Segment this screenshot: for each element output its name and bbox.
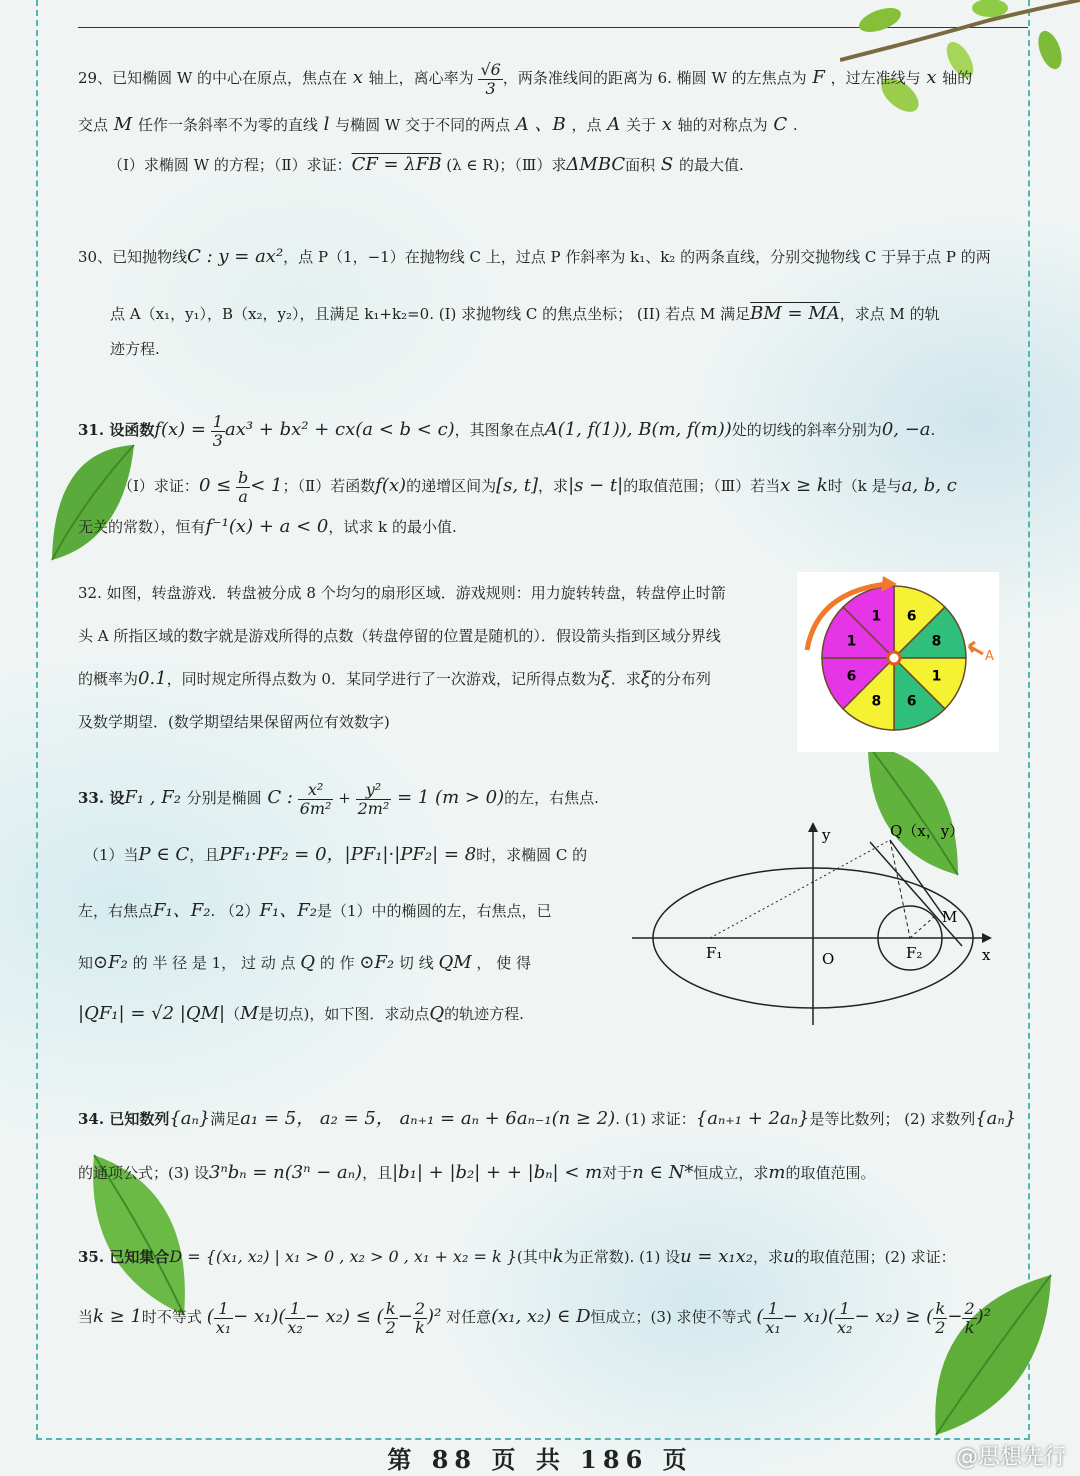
parabola-equation: C : y = ax² <box>187 246 284 267</box>
wheel-hub <box>888 652 900 664</box>
focus-f1-label: F₁ <box>706 944 723 962</box>
q31-text: ，求 <box>538 477 569 495</box>
q29-text: 交点 <box>78 116 109 134</box>
wheel-sector-label: 1 <box>931 668 942 685</box>
q30-text: ，点 P（1，−1）在抛物线 C 上，过点 P 作斜率为 k₁、k₂ 的两条直线，分别交抛物线 C 于异于点 P 的两 <box>283 248 991 266</box>
q34-text: 对于 <box>602 1164 633 1182</box>
math: [s, t] <box>496 475 539 496</box>
pointer-arrow-icon <box>969 642 983 654</box>
wheel-sector-label: 8 <box>931 633 942 650</box>
question-34 <box>78 1104 1030 1183</box>
q29-text: 与椭圆 W 交于不同的两点 <box>335 116 511 134</box>
q35-text: ，求 <box>752 1248 783 1266</box>
wheel-sector-label: 6 <box>846 668 857 685</box>
math: Q <box>300 952 316 973</box>
math: a₁ = 5， a₂ = 5， aₙ₊₁ = aₙ + 6aₙ₋₁(n ≥ 2) <box>240 1108 616 1129</box>
math: PF₁·PF₂ = 0，|PF₁|·|PF₂| = 8 <box>219 844 477 865</box>
wheel-sector-label: 6 <box>906 693 917 710</box>
origin-label: O <box>822 950 835 968</box>
wheel-sector-label: 6 <box>906 608 917 625</box>
math: k ≥ 1 <box>93 1306 142 1327</box>
q31-text: 时（k 是与 <box>827 477 902 495</box>
math: Q <box>429 1003 445 1024</box>
wheel-sector-label: 8 <box>871 693 882 710</box>
math: ξ <box>640 668 651 689</box>
question-29: 29、已知椭圆 W 的中心在原点，焦点在 x 轴上，离心率为 $\frac{√6}{3}$ ，两条准线间的距离为 6. 椭圆 W 的左焦点为 F ，过左准线与 x 轴的 交点 M 任作一条斜率不为零的直线 l 与椭圆 W 交于不同的两点 A 、B ，点 A 关于 x 轴的对称点为 C . （Ⅰ）求椭圆 W 的方程；（Ⅱ）求证：CF = λFB (λ ∈ R)；（Ⅲ）求ΔMBC面积 S 的最大值. <box>78 59 973 175</box>
q30-text: ，求点 M 的轨 <box>839 305 940 323</box>
q33-text: ，且 <box>189 846 220 864</box>
q32-text: 的概率为 <box>78 670 139 688</box>
q29-text: ，点 <box>571 116 602 134</box>
math: k <box>552 1246 564 1267</box>
math: m <box>768 1162 786 1183</box>
y-axis-label: y <box>822 826 831 844</box>
q33-text: 的 作 <box>315 954 360 972</box>
q29-text: 的最大值. <box>678 156 744 174</box>
q34-text: 是等比数列； (2) 求数列 <box>809 1110 976 1128</box>
math: {aₙ₊₁ + 2aₙ} <box>695 1108 810 1129</box>
question-32 <box>78 582 778 732</box>
q32-text: 及数学期望．(数学期望结果保留两位有效数字) <box>78 713 390 731</box>
math: 0 ≤ <box>198 475 232 496</box>
q35-text: 对任意 <box>446 1308 492 1326</box>
q33-text: （1）当 <box>84 846 139 864</box>
focus-f2-label: F₂ <box>906 944 923 962</box>
question-30 <box>78 246 1030 359</box>
q33-text: . （2） <box>210 902 260 920</box>
q31-text: 的取值范围；（Ⅲ）若当 <box>623 477 781 495</box>
secant-line <box>870 842 962 946</box>
q32-text: ．求 <box>610 670 641 688</box>
math: ξ <box>600 668 611 689</box>
q34-text: 的取值范围。 <box>785 1164 876 1182</box>
q31-text: 的递增区间为 <box>406 477 497 495</box>
math: P ∈ C <box>138 844 190 865</box>
question-31: 31. 设函数f(x) = $\frac{1}{3}$ ax³ + bx² + cx(a < b < c)，其图象在点A(1, f(1)), B(m, f(m))处的切线的斜率分别为0, −a. （Ⅰ）求证：0 ≤ $\frac{b}{a}$ < 1；（Ⅱ）若函数f(x)的递增区间为[s, t]，求|s − t|的取值范围；（Ⅲ）若当x ≥ k时（k 是与a, b, c 无关的常数），恒有f⁻¹(x) + a < 0，试求 k 的最小值. <box>78 411 957 537</box>
q33-text: 切 线 <box>394 954 439 972</box>
q29-text: ，两条准线间的距离为 6. 椭圆 W 的左焦点为 <box>502 69 807 87</box>
q33-text: 是切点)，如下图．求动点 <box>258 1005 430 1023</box>
q31-text: 31. 设函数 <box>78 421 155 439</box>
q31-text: 处的切线的斜率分别为 <box>731 421 882 439</box>
math: n ∈ N* <box>632 1162 694 1183</box>
q34-text: 的通项公式；(3) 设 <box>78 1164 210 1182</box>
q33-text: 分别是椭圆 <box>186 789 262 807</box>
question-35: 35. 已知集合D = {(x₁, x₂) | x₁ > 0 , x₂ > 0 , x₁ + x₂ = k }(其中k为正常数). (1) 设u = x₁x₂，求u的取值范围；(2) 求证： 当k ≥ 1时不等式 ( $\frac{1}{\text{x₁}}$ − x₁)( $\frac{1}{\text{x₂}}$ − x₂) ≤ ( $\frac{k}{2}$ − $\frac{2}{k}$ )² 对任意(x₁, x₂) ∈ D恒成立；(3) 求使不等式 ( $\frac{1}{\text{x₁}}$ − x₁)( $\frac{1}{\text{x₂}}$ − x₂) ≥ ( $\frac{k}{2}$ − $\frac{2}{k}$ )² <box>78 1246 991 1337</box>
q33-text: 知 <box>78 954 94 972</box>
math: a, b, c <box>901 475 957 496</box>
q35-text: 当 <box>78 1308 94 1326</box>
math: < 1 <box>250 475 283 496</box>
vector-equation: BM = MA <box>750 303 840 324</box>
q29-text: 轴的对称点为 <box>677 116 768 134</box>
math: |QF₁| = √2 |QM| <box>78 1003 226 1024</box>
math: 3ⁿbₙ = n(3ⁿ − aₙ) <box>209 1162 363 1183</box>
q31-text: ，其图象在点 <box>454 421 545 439</box>
q33-text: 33. 设 <box>78 789 125 807</box>
math: {aₙ} <box>169 1108 211 1129</box>
q34-text: ，且 <box>362 1164 393 1182</box>
q32-text: 的分布列 <box>650 670 711 688</box>
point-m-label: M <box>942 908 958 926</box>
math: x ≥ k <box>780 475 828 496</box>
q29-text: ，过左准线与 <box>830 69 921 87</box>
q33-text: 的轨迹方程. <box>444 1005 524 1023</box>
math: {aₙ} <box>975 1108 1017 1129</box>
q31-text: （Ⅰ）求证： <box>118 477 199 495</box>
math: 0.1 <box>138 668 167 689</box>
math: QM <box>438 952 472 973</box>
q34-text: 恒成立，求 <box>693 1164 769 1182</box>
math: u = x₁x₂ <box>680 1246 753 1267</box>
math: u <box>782 1246 795 1267</box>
q35-text: 时不等式 <box>141 1308 202 1326</box>
q29-text: 任作一条斜率不为零的直线 <box>137 116 318 134</box>
q32-text: 32. 如图，转盘游戏．转盘被分成 8 个均匀的扇形区域．游戏规则：用力旋转转盘，转盘停止时箭 <box>78 584 726 602</box>
q33-text: 的左，右焦点. <box>504 789 599 807</box>
q29-text: 29、已知椭圆 W 的中心在原点，焦点在 <box>78 69 348 87</box>
x-axis-label: x <box>982 946 991 964</box>
math: 0, −a <box>881 419 931 440</box>
q31-text: ；（Ⅱ）若函数 <box>282 477 376 495</box>
math: F₁、F₂ <box>259 900 317 921</box>
q29-text: 轴的 <box>942 69 973 87</box>
q33-text: （ <box>225 1005 241 1023</box>
question-33: 33. 设F₁ , F₂ 分别是椭圆 C : $\frac{\text{x²}}{\text{6m²}}$ + $\frac{\text{y²}}{\text{2m²}}$ = 1 (m > 0)的左，右焦点. （1）当P ∈ C，且PF₁·PF₂ = 0，|PF₁|·|PF₂| = 8时，求椭圆 C 的 左，右焦点F₁、F₂. （2）F₁、F₂是（1）中的椭圆的左，右焦点，已 知⊙F₂ 的 半 径 是 1， 过 动 点 Q 的 作 ⊙F₂ 切 线 QM ， 使 得 |QF₁| = √2 |QM|（M是切点)，如下图．求动点Q的轨迹方程. <box>78 779 599 1024</box>
math: f⁻¹(x) + a < 0 <box>205 516 329 537</box>
q33-text: 是（1）中的椭圆的左，右焦点，已 <box>316 902 552 920</box>
point-q-label: Q（x，y） <box>890 822 965 840</box>
qf1-segment <box>710 840 890 938</box>
math: F₁、F₂ <box>153 900 211 921</box>
spinner-wheel-figure <box>797 572 999 752</box>
math: ⊙F₂ <box>359 952 395 973</box>
q29-text: (λ ∈ R)；（Ⅲ）求 <box>446 156 567 174</box>
eccentricity-fraction: $\frac{√6}{3}$ <box>480 59 501 98</box>
watermark: @思想先行 <box>955 1445 1066 1470</box>
q29-text: （Ⅰ）求椭圆 W 的方程；（Ⅱ）求证： <box>108 156 352 174</box>
q34-text: 满足 <box>210 1110 241 1128</box>
ellipse-tangent-figure <box>630 820 1000 1030</box>
q32-text: 头 A 所指区域的数字就是游戏所得的点数（转盘停留的位置是随机的）．假设箭头指到区域分界线 <box>78 627 721 645</box>
math: M <box>240 1003 259 1024</box>
q29-text: 面积 <box>625 156 656 174</box>
q34-text: . (1) 求证： <box>615 1110 696 1128</box>
q33-text: 的 半 径 是 1， 过 动 点 <box>127 954 301 972</box>
q29-text: 关于 <box>625 116 656 134</box>
math: |s − t| <box>568 475 624 496</box>
math: (x₁, x₂) ∈ D <box>491 1306 591 1327</box>
q31-text: ，试求 k 的最小值. <box>328 518 457 536</box>
q30-text: 迹方程. <box>110 340 160 358</box>
q34-text: 34. 已知数列 <box>78 1110 170 1128</box>
wheel-sector-label: 1 <box>871 608 882 625</box>
math: ax³ + bx² + cx(a < b < c) <box>224 419 455 440</box>
q35-text: 恒成立；(3) 求使不等式 <box>590 1308 752 1326</box>
math: D = {(x₁, x₂) | x₁ > 0 , x₂ > 0 , x₁ + x₂ = k } <box>169 1247 517 1266</box>
triangle-label: ΔMBC <box>566 154 626 175</box>
math: |b₁| + |b₂| + + |bₙ| < m <box>392 1162 603 1183</box>
math: f(x) <box>375 475 407 496</box>
q32-text: ，同时规定所得点数为 0．某同学进行了一次游戏，记所得点数为 <box>166 670 601 688</box>
wheel-sector-label: 1 <box>846 633 857 650</box>
q33-text: ， 使 得 <box>471 954 531 972</box>
q30-text: 点 A（x₁，y₁），B（x₂，y₂），且满足 k₁+k₂=0. (I) 求抛物线 C 的焦点坐标； (II) 若点 M 满足 <box>110 305 751 323</box>
math: A(1, f(1)), B(m, f(m)) <box>544 419 732 440</box>
math: ⊙F₂ <box>93 952 128 973</box>
page-number-footer: 第 88 页 共 186 页 <box>387 1445 693 1474</box>
q30-text: 30、已知抛物线 <box>78 248 188 266</box>
vector-equation: CF = λFB <box>351 154 442 175</box>
q35-text: 的取值范围；(2) 求证： <box>794 1248 956 1266</box>
pointer-label: A <box>985 649 994 664</box>
q35-text: (其中 <box>516 1248 553 1266</box>
q29-text: 轴上，离心率为 <box>368 69 474 87</box>
q35-text: 为正常数). (1) 设 <box>563 1248 681 1266</box>
spinner-wheel-svg <box>797 572 999 752</box>
math: f(x) = <box>154 419 206 440</box>
q33-text: 左，右焦点 <box>78 902 154 920</box>
q33-text: 时，求椭圆 C 的 <box>476 846 588 864</box>
q35-text: 35. 已知集合 <box>78 1248 170 1266</box>
q31-text: 无关的常数），恒有 <box>78 518 206 536</box>
